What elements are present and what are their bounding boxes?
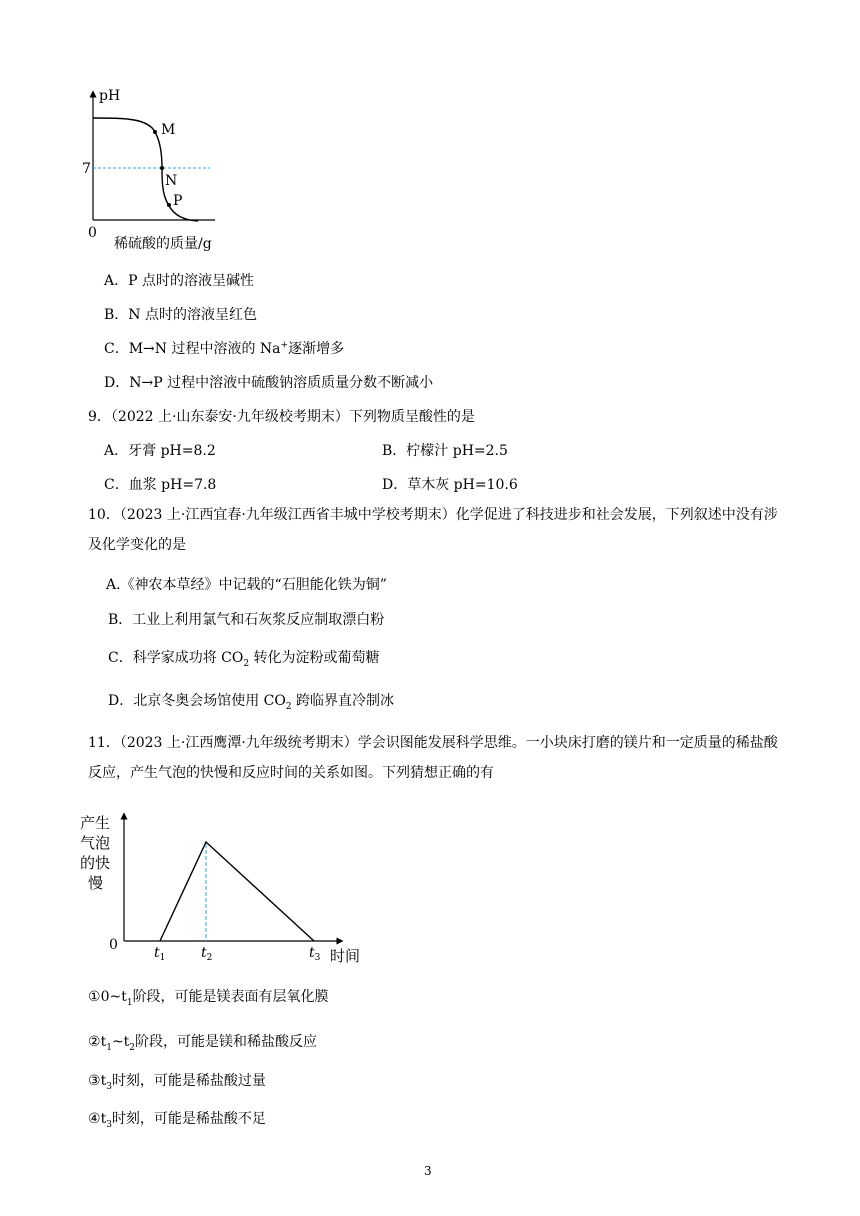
rate-curve	[160, 842, 314, 941]
option-text-post: 转化为淀粉或葡萄糖	[249, 650, 380, 666]
option-letter: A.	[106, 577, 121, 593]
option-letter: A．	[104, 443, 129, 459]
q11-statement-1	[88, 986, 329, 1008]
statement-text: 时刻，可能是稀盐酸不足	[111, 1111, 266, 1127]
option-letter: C．	[104, 341, 129, 357]
bubble-rate-figure	[78, 806, 368, 970]
statement-pre: 0~t	[100, 989, 127, 1005]
statement-number: ②	[88, 1034, 101, 1050]
q9-option-c	[104, 474, 216, 494]
q9-option-b	[382, 440, 508, 460]
q10-option-b	[108, 609, 384, 629]
q9-stem: 9．（2022 上·山东泰安·九年级校考期末）下列物质呈酸性的是	[88, 409, 475, 425]
option-text: 血浆 pH=7.8	[128, 477, 217, 493]
point-m	[153, 130, 157, 134]
option-letter: D．	[104, 375, 130, 391]
point-n	[160, 166, 164, 170]
option-text: P 点时的溶液呈碱性	[128, 273, 254, 289]
q9-option-d	[382, 474, 518, 494]
subscript: 2	[243, 658, 250, 669]
statement-text: 阶段，可能是镁和稀盐酸反应	[135, 1034, 318, 1050]
statement-number: ①	[88, 989, 101, 1005]
statement-pre: t	[100, 1034, 107, 1050]
q11-statement-4	[88, 1108, 266, 1130]
option-text: 工业上利用氯气和石灰浆反应制取漂白粉	[132, 612, 385, 628]
option-text-post: 逐渐增多	[288, 341, 345, 357]
option-letter: B．	[382, 443, 407, 459]
statement-pre: t	[100, 1111, 107, 1127]
option-text: N 点时的溶液呈红色	[128, 307, 257, 323]
t3-label: $t_3$	[309, 945, 321, 963]
q11-statement-3	[88, 1070, 266, 1092]
statement-number: ③	[88, 1073, 101, 1089]
x-axis-label: 时间	[330, 947, 361, 965]
option-text: 柠檬汁 pH=2.5	[406, 443, 508, 459]
option-letter: B．	[104, 307, 129, 323]
point-n-label: N	[165, 173, 178, 189]
y-axis-label: pH	[99, 88, 121, 104]
q9-option-a	[104, 440, 216, 460]
y-axis-label-line-1: 产生	[80, 814, 111, 832]
point-p-label: P	[173, 193, 183, 209]
q10-option-d	[108, 690, 394, 712]
x-axis-label: 稀硫酸的质量/g	[114, 236, 212, 252]
origin-label: 0	[88, 225, 97, 241]
origin-label: 0	[109, 937, 118, 953]
option-letter: A．	[104, 273, 129, 289]
y-tick-7: 7	[82, 161, 91, 177]
option-text: 科学家成功将 CO	[132, 650, 244, 666]
t1-label: $t_1$	[154, 945, 166, 963]
option-text: 草木灰 pH=10.6	[407, 477, 518, 493]
statement-text: 时刻，可能是稀盐酸过量	[111, 1073, 266, 1089]
subscript: 2	[129, 1042, 136, 1053]
option-text: 《神农本草经》中记载的“石胆能化铁为铜”	[120, 577, 387, 593]
subscript: 1	[126, 997, 133, 1008]
q8-option-b	[104, 304, 257, 324]
subscript: 3	[106, 1081, 112, 1092]
ph-curve-figure	[80, 84, 220, 254]
option-letter: D．	[382, 477, 408, 493]
option-text: N→P 过程中溶液中硫酸钠溶质质量分数不断减小	[129, 375, 434, 391]
option-text: M→N 过程中溶液的 Na	[128, 341, 281, 357]
option-letter: C．	[108, 650, 133, 666]
q10-stem: 10．（2023 上·江西宜春·九年级江西省丰城中学校考期末）化学促进了科技进步和社会发展，下列叙述中没有涉及化学变化的是	[88, 507, 778, 553]
y-axis-label-line-2: 气泡	[80, 834, 111, 852]
t2-label: $t_2$	[201, 945, 213, 963]
y-axis-label-line-3: 的快	[80, 854, 111, 872]
q11-statement-2	[88, 1031, 317, 1053]
statement-text: 阶段，可能是镁表面有层氧化膜	[132, 989, 329, 1005]
option-letter: D．	[108, 693, 134, 709]
statement-number: ④	[88, 1111, 101, 1127]
y-axis-label-line-4: 慢	[88, 874, 104, 892]
option-text: 北京冬奥会场馆使用 CO	[133, 693, 286, 709]
option-letter: C．	[104, 477, 129, 493]
statement-pre: t	[100, 1073, 107, 1089]
subscript: 2	[285, 701, 292, 712]
q8-option-d	[104, 372, 433, 392]
q8-option-a	[104, 270, 254, 290]
point-p	[167, 203, 171, 207]
subscript: 1	[106, 1042, 112, 1053]
q8-option-c	[104, 338, 344, 358]
page-number: 3	[424, 1164, 432, 1178]
q10-option-c	[108, 647, 380, 669]
statement-mid: ~t	[111, 1034, 130, 1050]
point-m-label: M	[161, 122, 176, 138]
option-text: 牙膏 pH=8.2	[128, 443, 216, 459]
subscript: 3	[106, 1119, 112, 1130]
option-text-post: 跨临界直冷制冰	[291, 693, 395, 709]
q11-stem: 11．（2023 上·江西鹰潭·九年级统考期末）学会识图能发展科学思维。一小块床打磨的镁片和一定质量的稀盐酸反应，产生气泡的快慢和反应时间的关系如图。下列猜想正确的有	[88, 735, 778, 781]
option-letter: B．	[108, 612, 133, 628]
superscript: +	[280, 340, 289, 351]
q10-option-a	[106, 574, 387, 594]
